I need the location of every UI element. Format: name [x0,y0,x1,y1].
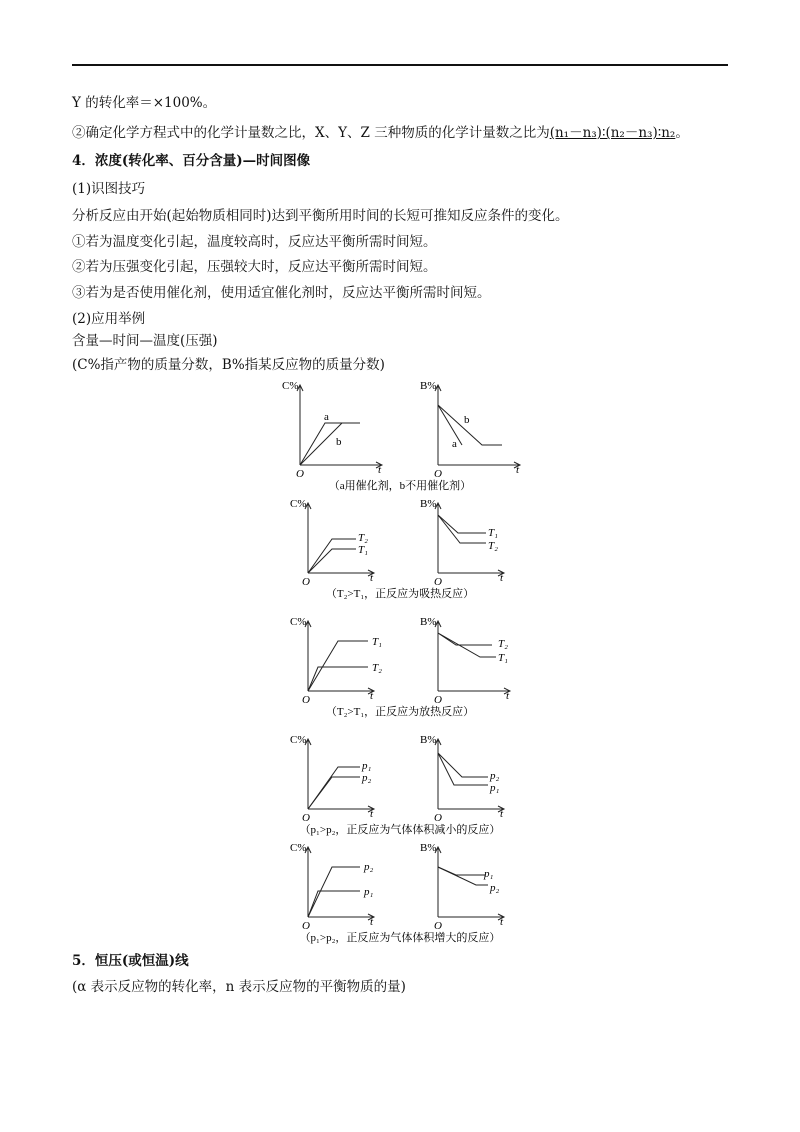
b-curve-bottom [438,753,488,785]
c-curve-bottom [308,667,368,691]
b-series-bottom-label: T₁ [498,652,508,664]
b-series-top-label: p₂ [490,770,500,782]
b-curve-bottom [438,405,462,445]
b-curve-top [438,753,488,777]
paragraph-definitions: (C%指产物的质量分数，B%指某反应物的质量分数) [72,357,385,373]
b-series-bottom-label: T₂ [488,540,498,552]
section-5-heading: 5．恒压(或恒温)线 [72,953,189,969]
c-percent-graph-5 [305,847,374,920]
graph-row-3 [290,616,510,718]
graph-caption: （a用催化剂，b不用催化剂） [328,480,472,492]
c-curve-bottom [308,549,356,573]
ratio-answer: (n₁－n₃)∶(n₂－n₃)∶n₂ [549,125,676,141]
b-curve-top [438,633,492,645]
c-series-bottom-label: T₂ [372,662,382,674]
b-t-label: t [500,572,504,584]
c-origin-label: O [296,468,304,480]
c-series-bottom-label: T₁ [358,544,368,556]
paragraph-analysis: 分析反应由开始(起始物质相同时)达到平衡所用时间的长短可推知反应条件的变化。 [72,208,569,224]
b-axis-label: B% [420,734,437,746]
c-percent-graph-3 [305,621,374,694]
graph-row-4 [290,734,504,836]
c-percent-graph-1 [297,385,382,468]
b-t-label: t [500,916,504,928]
text-line-1: Y 的转化率＝×100%。 [72,95,217,111]
paragraph-catalyst: ③若为是否使用催化剂，使用适宜催化剂时，反应达平衡所需时间短。 [72,285,491,301]
c-axis-label: C% [290,842,307,854]
c-t-label: t [370,572,374,584]
b-origin-label: O [434,812,442,824]
c-series-top-label: T₁ [372,636,382,648]
c-axis-label: C% [282,380,299,392]
graph-row-1 [282,380,520,492]
text-line-2 [72,124,689,142]
b-t-label: t [506,690,510,702]
c-curve-bottom [308,777,360,809]
c-series-top-label: T₂ [358,532,368,544]
c-origin-label: O [302,576,310,588]
graph-figure-svg [270,375,530,945]
paragraph-content-time: 含量—时间—温度(压强) [72,333,218,349]
b-curve-bottom [438,867,488,885]
c-origin-label: O [302,812,310,824]
c-origin-label: O [302,694,310,706]
c-axis-label: C% [290,498,307,510]
paragraph-pressure: ②若为压强变化引起，压强较大时，反应达平衡所需时间短。 [72,259,437,275]
subsection-1-heading: (1)识图技巧 [72,181,146,197]
c-t-label: t [370,916,374,928]
graph-caption: （p₁>p₂，正反应为气体体积增大的反应） [299,932,501,944]
b-curve-top [438,867,486,875]
c-series-bottom-label: p₁ [364,886,374,898]
b-series-bottom-label: a [452,438,457,450]
b-series-bottom-label: p₁ [490,782,500,794]
c-series-top-label: a [324,411,329,423]
b-series-top-label: b [464,414,470,426]
section-4-heading: 4．浓度(转化率、百分含量)—时间图像 [72,153,311,169]
c-series-bottom-label: b [336,436,342,448]
b-axis-label: B% [420,616,437,628]
b-percent-graph-1 [435,385,520,468]
b-t-label: t [500,808,504,820]
c-t-label: t [370,690,374,702]
graph-caption: （T₂>T₁，正反应为放热反应） [325,706,475,718]
c-curve-top [308,867,360,917]
graph-row-5 [290,842,504,944]
c-origin-label: O [302,920,310,932]
c-t-label: t [378,464,382,476]
c-curve-top [308,641,368,691]
c-curve-top [308,539,356,573]
ratio-lead: ②确定化学方程式中的化学计量数之比，X、Y、Z 三种物质的化学计量数之比为 [72,125,550,141]
c-axis-label: C% [290,616,307,628]
b-origin-label: O [434,468,442,480]
b-origin-label: O [434,694,442,706]
b-t-label: t [516,464,520,476]
b-axis-label: B% [420,498,437,510]
b-curve-top [438,405,502,445]
graph-row-2 [290,498,504,600]
c-series-bottom-label: p₂ [362,772,372,784]
c-series-top-label: p₁ [362,760,372,772]
b-axis-label: B% [420,842,437,854]
c-t-label: t [370,808,374,820]
b-series-top-label: p₁ [484,868,494,880]
b-series-top-label: T₂ [498,638,508,650]
b-origin-label: O [434,576,442,588]
c-curve-top [308,767,360,809]
b-curve-bottom [438,515,486,543]
c-curve-top [300,423,360,465]
graph-figure-panel [270,375,530,945]
c-curve-bottom [308,891,360,917]
graph-caption: （T₂>T₁，正反应为吸热反应） [325,588,475,600]
graph-caption: （p₁>p₂，正反应为气体体积减小的反应） [299,824,501,836]
header-rule [72,64,728,66]
c-axis-label: C% [290,734,307,746]
b-axis-label: B% [420,380,437,392]
paragraph-alpha-n: (α 表示反应物的转化率，n 表示反应物的平衡物质的量) [72,979,406,995]
ratio-end: 。 [675,125,689,141]
paragraph-temperature: ①若为温度变化引起，温度较高时，反应达平衡所需时间短。 [72,234,437,250]
subsection-2-heading: (2)应用举例 [72,311,146,327]
b-origin-label: O [434,920,442,932]
b-series-bottom-label: p₂ [490,882,500,894]
b-series-top-label: T₁ [488,527,498,539]
c-series-top-label: p₂ [364,861,374,873]
